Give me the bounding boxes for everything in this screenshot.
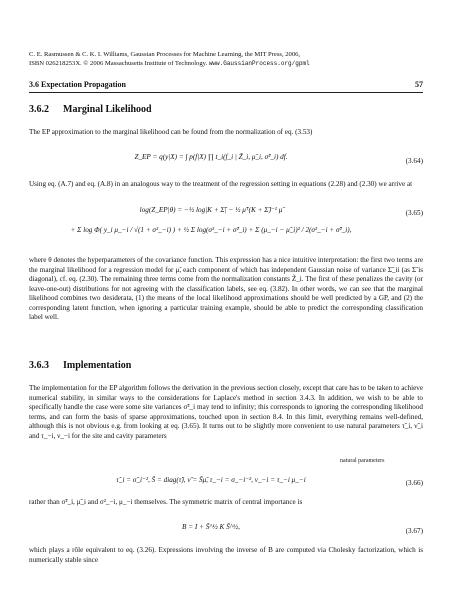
section-title: Implementation	[63, 360, 132, 371]
equation-body: log(Z_EP|θ) = −½ log|K + Σ̃| − ½ μ̃ᵀ(K + Σ̃)⁻¹ μ̃	[139, 206, 283, 214]
paragraph-rather-than: rather than σ̃²_i, μ̃_i and σ²_−i, μ_−i themselves. The symmetric matrix of central importance is	[29, 498, 303, 506]
copyright-header	[29, 50, 449, 68]
header-line-2	[29, 59, 449, 68]
section-title: Marginal Likelihood	[63, 104, 152, 115]
equation-body: τ̃_i = σ̃_i⁻², S̃ = diag(τ̃), ν̃ = S̃μ̃, τ_−i = σ_−i⁻², ν_−i = τ_−i μ_−i	[116, 476, 306, 484]
equation-number: (3.67)	[405, 527, 423, 535]
equation-number: (3.64)	[405, 157, 423, 165]
running-head	[29, 80, 423, 93]
page-number: 57	[415, 80, 423, 89]
equation-number: (3.66)	[405, 479, 423, 487]
section-heading-marginal-likelihood	[29, 104, 152, 115]
header-line-1: C. E. Rasmussen & C. K. I. Williams, Gaussian Processes for Machine Learning, the MIT Press, 2006,	[29, 51, 301, 58]
equation-body: B = I + S̃^½ K S̃^½,	[182, 523, 240, 531]
paragraph-using-eq: Using eq. (A.7) and eq. (A.8) in an analogous way to the treatment of the regression setting in equations (2.28) and (2.30) we arrive at	[29, 180, 413, 188]
equation-3-65-line-1	[29, 205, 423, 227]
equation-3-67	[29, 523, 423, 545]
margin-note: natural parameters	[340, 458, 385, 464]
paragraph-ep-approximation: The EP approximation to the marginal likelihood can be found from the normalization of eq. (3.53)	[29, 128, 313, 136]
section-number: 3.6.2	[29, 104, 49, 115]
equation-3-66	[29, 475, 423, 497]
header-isbn: ISBN 026218253X. © 2006 Massachusetts Institute of Technology.	[29, 60, 208, 67]
equation-body: + Σ log Φ( y_i μ_−i / √(1 + σ²_−i) ) + ½ Σ log(σ²_−i + σ̃²_i) + Σ (μ_−i − μ̃_i)² / 2(σ²_−i + σ̃²_i),	[70, 226, 352, 234]
equation-number: (3.65)	[405, 209, 423, 217]
paragraph-interpretation: where θ denotes the hyperparameters of the covariance function. This expression has a nice intuitive interpretation: the first two terms are the marginal likelihood for a regression model for μ̃, each component of which has independent Gaussian noise of variance Σ̃_ii (as Σ̃ is diagonal), cf. eq. (2.30). The remaining three terms come from the normalization constants Z̃_i. The first of these penalizes the cavity (or leave-one-out) distributions for not agreeing with the classification labels, see eq. (3.82). In other words, we can see that the marginal likelihood combines two desiderata, (1) the means of the local likelihood approximations should be well predicted by a GP, and (2) the corresponding latent function, when ignoring a particular training example, should be able to predict the corresponding classification label well.	[29, 256, 423, 322]
running-section-title: 3.6 Expectation Propagation	[29, 80, 126, 89]
paragraph-role-equivalent: which plays a rôle equivalent to eq. (3.26). Expressions involving the inverse of B are computed via Cholesky factorization, which is numerically stable since	[29, 546, 423, 564]
equation-3-65-line-2	[29, 226, 423, 252]
equation-body: Z_EP = q(y|X) = ∫ p(f|X) ∏ t_i(f_i | Z̃_i, μ̃_i, σ̃²_i) df.	[134, 153, 288, 161]
equation-3-64	[29, 153, 423, 175]
section-heading-implementation	[29, 360, 131, 371]
paragraph-implementation: The implementation for the EP algorithm follows the derivation in the previous section closely, except that care has to be taken to achieve numerical stability, in similar ways to the considerations for Laplace's method in section 3.4.3. In addition, we wish to be able to specifically handle the case were some site variances σ̃²_i may tend to infinity; this corresponds to ignoring the corresponding likelihood terms, and can form the basis of sparse approximations, touched upon in section 8.4. In this limit, everything remains well-defined, although this is not obvious e.g. from looking at eq. (3.65). It turns out to be slightly more convenient to use natural parameters τ̃_i, ν̃_i and τ_−i, ν_−i for the site and cavity parameters	[29, 384, 423, 440]
section-number: 3.6.3	[29, 360, 49, 371]
header-url[interactable]: www.GaussianProcess.org/gpml	[208, 60, 310, 67]
